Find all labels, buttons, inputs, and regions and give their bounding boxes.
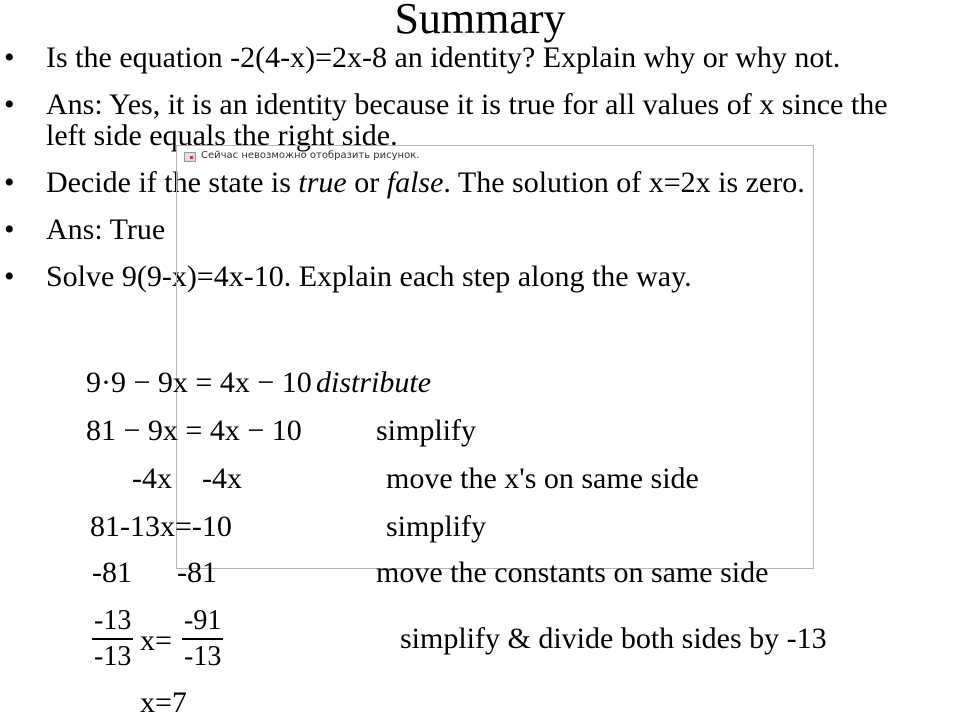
step-expression: 81 − 9x = 4x − 10 [86, 414, 302, 447]
fraction-left [92, 606, 133, 672]
step-expression: 9·9 − 9x = 4x − 10 [86, 366, 312, 399]
fraction-denominator: -13 [94, 641, 132, 672]
final-answer: x=7 [140, 686, 187, 719]
bullet-marker: • [4, 88, 15, 121]
italic-word-true: true [298, 166, 347, 199]
bullet-marker: • [4, 213, 15, 246]
italic-word-false: false [386, 166, 444, 199]
bullet-text: or [346, 166, 387, 199]
bullet-marker: • [4, 260, 15, 293]
step-note: simplify & divide both sides by -13 [400, 622, 827, 655]
step-note: move the constants on same side [376, 556, 769, 589]
fraction-numerator: -91 [182, 606, 223, 640]
step-note: simplify [386, 510, 487, 543]
bullet-text: . The solution of x=2x is zero. [443, 166, 805, 199]
fraction-right [182, 606, 223, 672]
step-expression: -81 -81 [92, 556, 217, 589]
bullet-text: Is the equation -2(4-x)=2x-8 an identity? Explain why or why not. [46, 41, 841, 74]
step-expression: -4x -4x [132, 462, 242, 495]
step-note: distribute [316, 366, 432, 399]
bullet-text: Ans: Yes, it is an identity because it is true for all values of x since the left side equals the right side. [46, 88, 888, 152]
placeholder-message: Сейчас невозможно отобразить рисунок. [201, 150, 420, 161]
bullet-text: Solve 9(9-x)=4x-10. Explain each step along the way. [46, 260, 692, 293]
bullet-text: Ans: True [46, 213, 166, 246]
step-expression: x= [140, 624, 172, 657]
bullet-text: Decide if the state is [46, 166, 299, 199]
step-expression: 81-13x=-10 [90, 510, 232, 543]
fraction-numerator: -13 [92, 606, 133, 640]
fraction-denominator: -13 [184, 641, 222, 672]
bullet-marker: • [4, 166, 15, 199]
slide-title: Summary [394, 0, 566, 43]
bullet-marker: • [4, 41, 15, 74]
step-note: simplify [376, 414, 477, 447]
step-note: move the x's on same side [386, 462, 699, 495]
